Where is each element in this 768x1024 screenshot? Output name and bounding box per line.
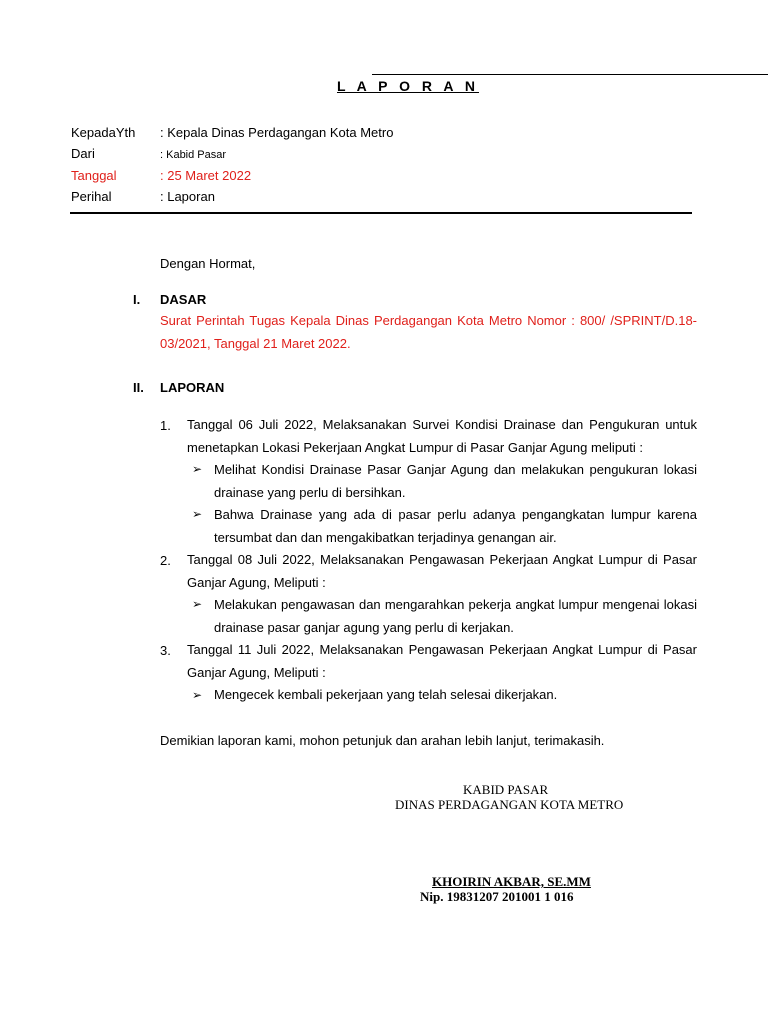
from-value: : Kabid Pasar (160, 149, 227, 161)
section2-number: II. (133, 380, 144, 395)
subject-value: : Laporan (160, 189, 215, 204)
section1-text: Surat Perintah Tugas Kepala Dinas Perdagangan Kota Metro Nomor : 800/ /SPRINT/D.18-03/2021, Tanggal 21 Maret 2022. (160, 313, 697, 351)
item3-text: Tanggal 11 Juli 2022, Melaksanakan Pengawasan Pekerjaan Angkat Lumpur di Pasar Ganjar Agung, Meliputi : (187, 642, 697, 680)
item2-bullet1: Melakukan pengawasan dan mengarahkan pekerja angkat lumpur mengenai lokasi drainase pasar ganjar agung yang perlu di kerjakan. (214, 597, 697, 635)
document-title: L A P O R A N (337, 78, 479, 94)
section2-title: LAPORAN (160, 380, 225, 395)
signature-nip: Nip. 19831207 201001 1 016 (420, 889, 574, 904)
item1-bullet1: Melihat Kondisi Drainase Pasar Ganjar Agung dan melakukan pengukuran lokasi drainase yang perlu di bersihkan. (214, 462, 697, 500)
top-rule (372, 74, 768, 75)
bullet-arrow-icon: ➢ (192, 462, 203, 476)
from-label: Dari (71, 146, 95, 161)
item2-number: 2. (160, 553, 171, 568)
greeting: Dengan Hormat, (160, 256, 256, 271)
item3-number: 3. (160, 643, 171, 658)
item1-number: 1. (160, 418, 171, 433)
section1-title: DASAR (160, 292, 207, 307)
bullet-arrow-icon: ➢ (192, 507, 203, 521)
subject-label: Perihal (71, 189, 112, 204)
item1-text: Tanggal 06 Juli 2022, Melaksanakan Survei Kondisi Drainase dan Pengukuran untuk menetapkan Lokasi Pekerjaan Angkat Lumpur di Pasar Ganjar Agung meliputi : (187, 417, 697, 455)
bullet-arrow-icon: ➢ (192, 597, 203, 611)
signature-position: KABID PASAR (463, 782, 549, 797)
item3-bullet1: Mengecek kembali pekerjaan yang telah selesai dikerjakan. (214, 687, 558, 702)
section1-number: I. (133, 292, 141, 307)
item2-text: Tanggal 08 Juli 2022, Melaksanakan Pengawasan Pekerjaan Angkat Lumpur di Pasar Ganjar Agung, Meliputi : (187, 552, 697, 590)
item1-bullet2: Bahwa Drainase yang ada di pasar perlu adanya pengangkatan lumpur karena tersumbat dan dan mengakibatkan terjadinya genangan air. (214, 507, 697, 545)
to-value: : Kepala Dinas Perdagangan Kota Metro (160, 125, 394, 140)
bullet-arrow-icon: ➢ (192, 688, 203, 702)
date-value: : 25 Maret 2022 (160, 168, 252, 183)
signature-name: KHOIRIN AKBAR, SE.MM (432, 874, 591, 889)
signature-office: DINAS PERDAGANGAN KOTA METRO (395, 797, 624, 812)
date-label: Tanggal (71, 168, 117, 183)
header-rule (70, 212, 692, 214)
to-label: KepadaYth (71, 125, 136, 140)
closing-text: Demikian laporan kami, mohon petunjuk dan arahan lebih lanjut, terimakasih. (160, 733, 605, 748)
